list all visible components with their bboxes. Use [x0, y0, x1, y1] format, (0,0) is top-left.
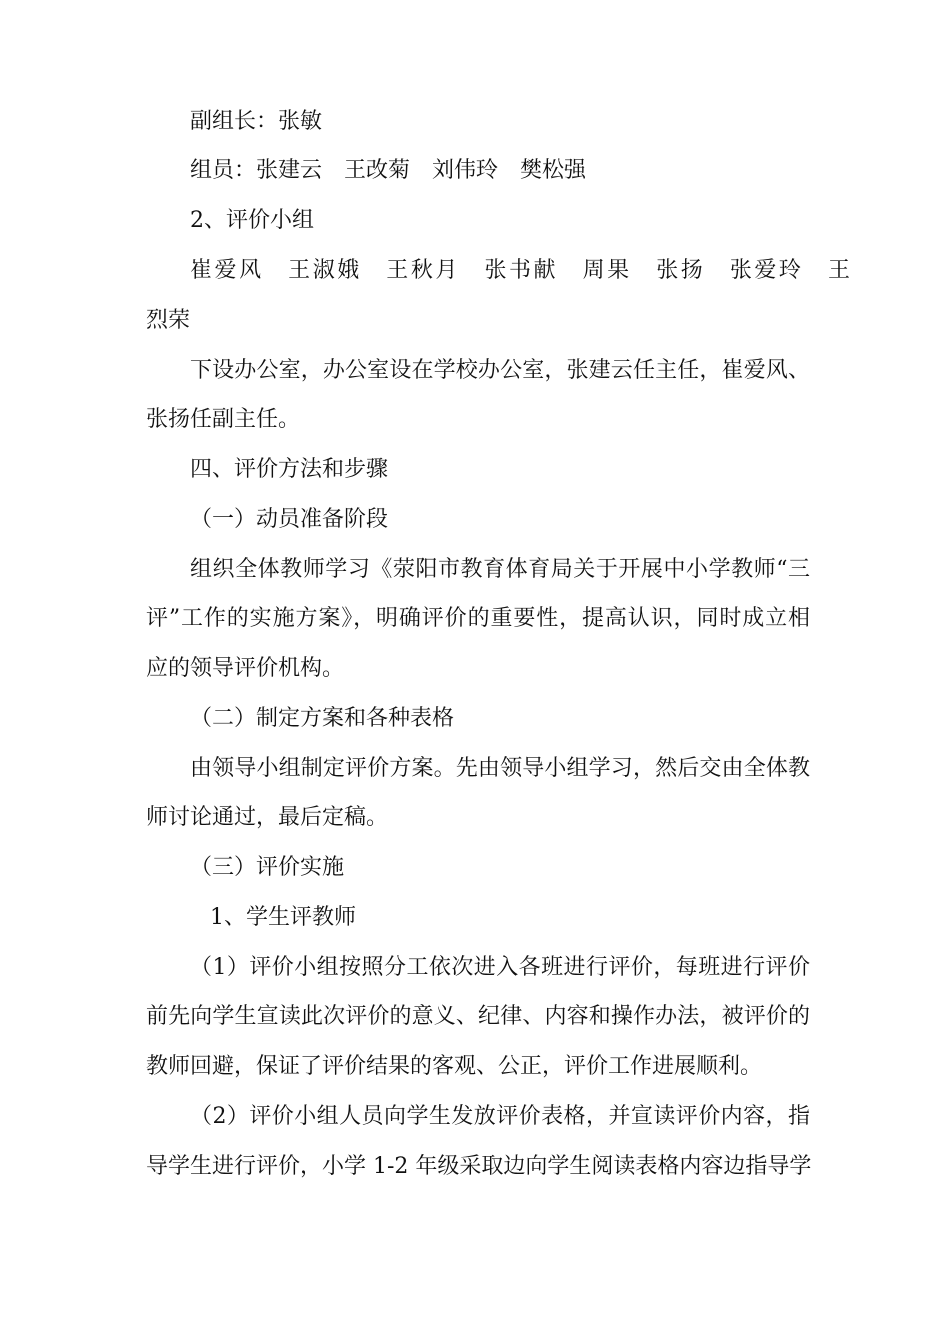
section-four-heading: 四、评价方法和步骤 [190, 457, 389, 482]
deputy-leader-line: 副组长：张敏 [190, 109, 323, 134]
evaluation-group-names: 崔爱风 王淑娥 王秋月 张书献 周果 张扬 张爱玲 王 [190, 258, 850, 283]
stage-two-paragraph: 由领导小组制定评价方案。先由领导小组学习，然后交由全体教 [190, 756, 810, 781]
students-evaluate-heading: 1、学生评教师 [210, 905, 356, 930]
stage-one-paragraph-end: 应的领导评价机构。 [146, 656, 345, 681]
stage-two-paragraph-cont: 师讨论通过，最后定稿。 [146, 805, 389, 830]
office-paragraph: 下设办公室，办公室设在学校办公室，张建云任主任，崔爱风、 [190, 358, 810, 383]
stage-one-heading: （一）动员准备阶段 [190, 507, 389, 532]
stage-one-paragraph-cont: 评”工作的实施方案》，明确评价的重要性，提高认识，同时成立相 [146, 606, 810, 631]
evaluation-group-heading: 2、评价小组 [190, 208, 314, 233]
stage-two-heading: （二）制定方案和各种表格 [190, 706, 455, 731]
item-one-paragraph-end: 教师回避，保证了评价结果的客观、公正，评价工作进展顺利。 [146, 1054, 763, 1079]
stage-three-heading: （三）评价实施 [190, 855, 345, 880]
office-paragraph-cont: 张扬任副主任。 [146, 407, 301, 432]
item-two-paragraph-cont: 导学生进行评价，小学 1-2 年级采取边向学生阅读表格内容边指导学 [146, 1154, 812, 1179]
item-one-paragraph: （1）评价小组按照分工依次进入各班进行评价，每班进行评价 [190, 955, 810, 980]
members-line: 组员：张建云 王改菊 刘伟玲 樊松强 [190, 158, 587, 183]
item-two-paragraph: （2）评价小组人员向学生发放评价表格，并宣读评价内容，指 [190, 1104, 810, 1129]
item-one-paragraph-cont: 前先向学生宣读此次评价的意义、纪律、内容和操作办法，被评价的 [146, 1004, 810, 1029]
stage-one-paragraph: 组织全体教师学习《荥阳市教育体育局关于开展中小学教师“三 [190, 557, 810, 582]
evaluation-group-names-cont: 烈荣 [146, 308, 191, 333]
